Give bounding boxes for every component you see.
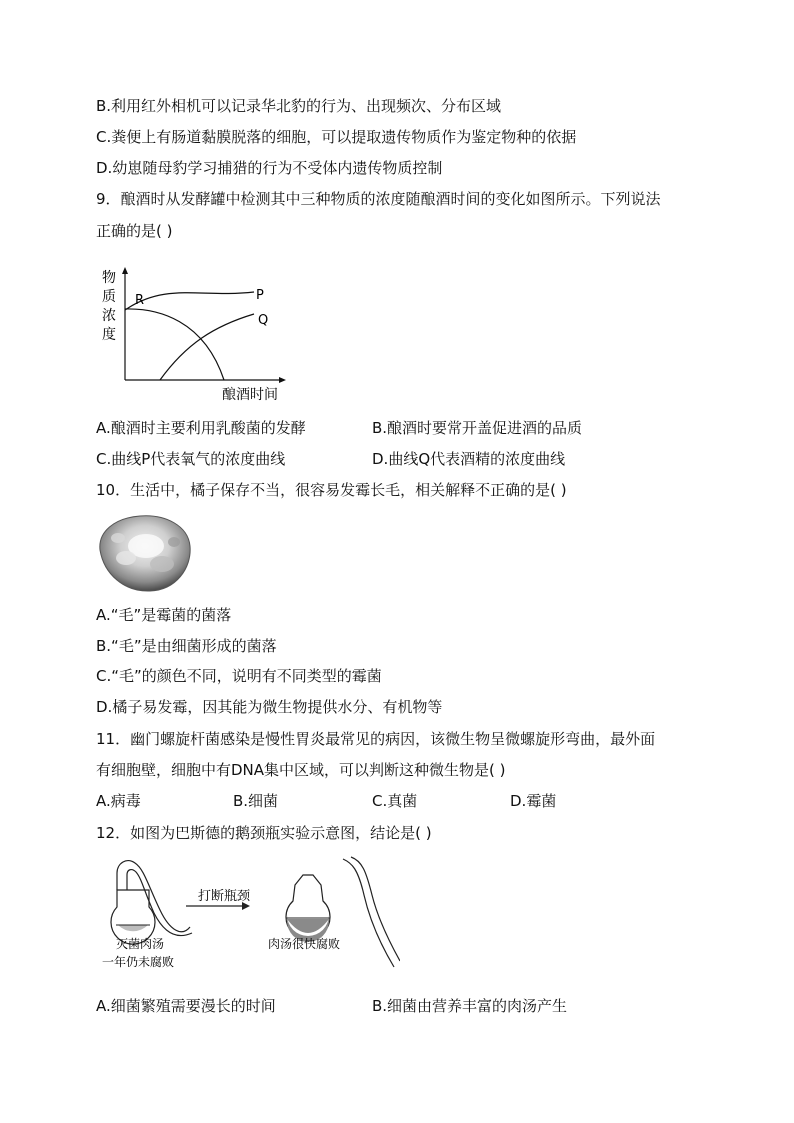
q9-stem-line2: 正确的是( ) bbox=[96, 222, 173, 240]
q11-option-a: A.病毒 bbox=[96, 792, 141, 810]
q8-option-b: B.利用红外相机可以记录华北豹的行为、出现频次、分布区域 bbox=[96, 97, 502, 115]
right-caption: 肉汤很快腐败 bbox=[268, 937, 341, 951]
q11-stem-line2: 有细胞壁，细胞中有DNA集中区域，可以判断这种微生物是( ) bbox=[96, 761, 506, 779]
broken-tube-piece bbox=[343, 859, 394, 967]
q10-option-d: D.橘子易发霉，因其能为微生物提供水分、有机物等 bbox=[96, 698, 443, 716]
y-label-char-1: 物 bbox=[102, 270, 116, 286]
y-label-char-2: 质 bbox=[102, 289, 116, 305]
curve-p bbox=[125, 292, 254, 310]
swan-neck-flask-figure bbox=[100, 855, 400, 975]
x-axis-arrow-icon bbox=[279, 377, 286, 383]
q10-option-c: C.“毛”的颜色不同，说明有不同类型的霉菌 bbox=[96, 667, 382, 685]
left-caption-line1: 灭菌肉汤 bbox=[116, 937, 165, 951]
q9-option-c: C.曲线P代表氧气的浓度曲线 bbox=[96, 450, 286, 468]
q9-stem-line1: 9．酿酒时从发酵罐中检测其中三种物质的浓度随酿酒时间的变化如图所示。下列说法 bbox=[96, 190, 661, 208]
swan-neck-flask-icon bbox=[111, 861, 192, 944]
q10-stem: 10．生活中，橘子保存不当，很容易发霉长毛，相关解释不正确的是( ) bbox=[96, 481, 567, 499]
moldy-orange-image bbox=[96, 512, 192, 592]
curve-r bbox=[125, 309, 224, 380]
y-axis-arrow-icon bbox=[122, 267, 128, 274]
curve-r-label: R bbox=[135, 293, 145, 308]
q11-option-b: B.细菌 bbox=[233, 792, 279, 810]
q11-option-d: D.霉菌 bbox=[510, 792, 557, 810]
y-label-char-3: 浓 bbox=[102, 308, 116, 324]
q9-option-b: B.酿酒时要常开盖促进酒的品质 bbox=[372, 419, 583, 437]
q8-option-d: D.幼崽随母豹学习捕猎的行为不受体内遗传物质控制 bbox=[96, 159, 443, 177]
x-axis-label: 酿酒时间 bbox=[222, 387, 278, 403]
q10-option-a: A.“毛”是霉菌的菌落 bbox=[96, 606, 232, 624]
q12-option-a: A.细菌繁殖需要漫长的时间 bbox=[96, 997, 276, 1015]
q9-option-d: D.曲线Q代表酒精的浓度曲线 bbox=[372, 450, 566, 468]
curve-q-label: Q bbox=[258, 313, 269, 328]
curve-p-label: P bbox=[256, 288, 264, 303]
q12-option-b: B.细菌由营养丰富的肉汤产生 bbox=[372, 997, 568, 1015]
q12-stem: 12．如图为巴斯德的鹅颈瓶实验示意图，结论是( ) bbox=[96, 824, 432, 842]
q11-option-c: C.真菌 bbox=[372, 792, 418, 810]
q9-option-a: A.酿酒时主要利用乳酸菌的发酵 bbox=[96, 419, 306, 437]
q8-option-c: C.粪便上有肠道黏膜脱落的细胞，可以提取遗传物质作为鉴定物种的依据 bbox=[96, 128, 577, 146]
left-caption-line2: 一年仍未腐败 bbox=[102, 955, 175, 969]
q11-stem-line1: 11．幽门螺旋杆菌感染是慢性胃炎最常见的病因，该微生物呈微螺旋形弯曲，最外面 bbox=[96, 730, 656, 748]
arrow-label: 打断瓶颈 bbox=[198, 889, 251, 904]
y-label-char-4: 度 bbox=[102, 327, 116, 343]
q9-concentration-graph bbox=[96, 262, 296, 407]
broken-neck-flask-icon bbox=[286, 875, 330, 942]
q10-option-b: B.“毛”是由细菌形成的菌落 bbox=[96, 637, 277, 655]
